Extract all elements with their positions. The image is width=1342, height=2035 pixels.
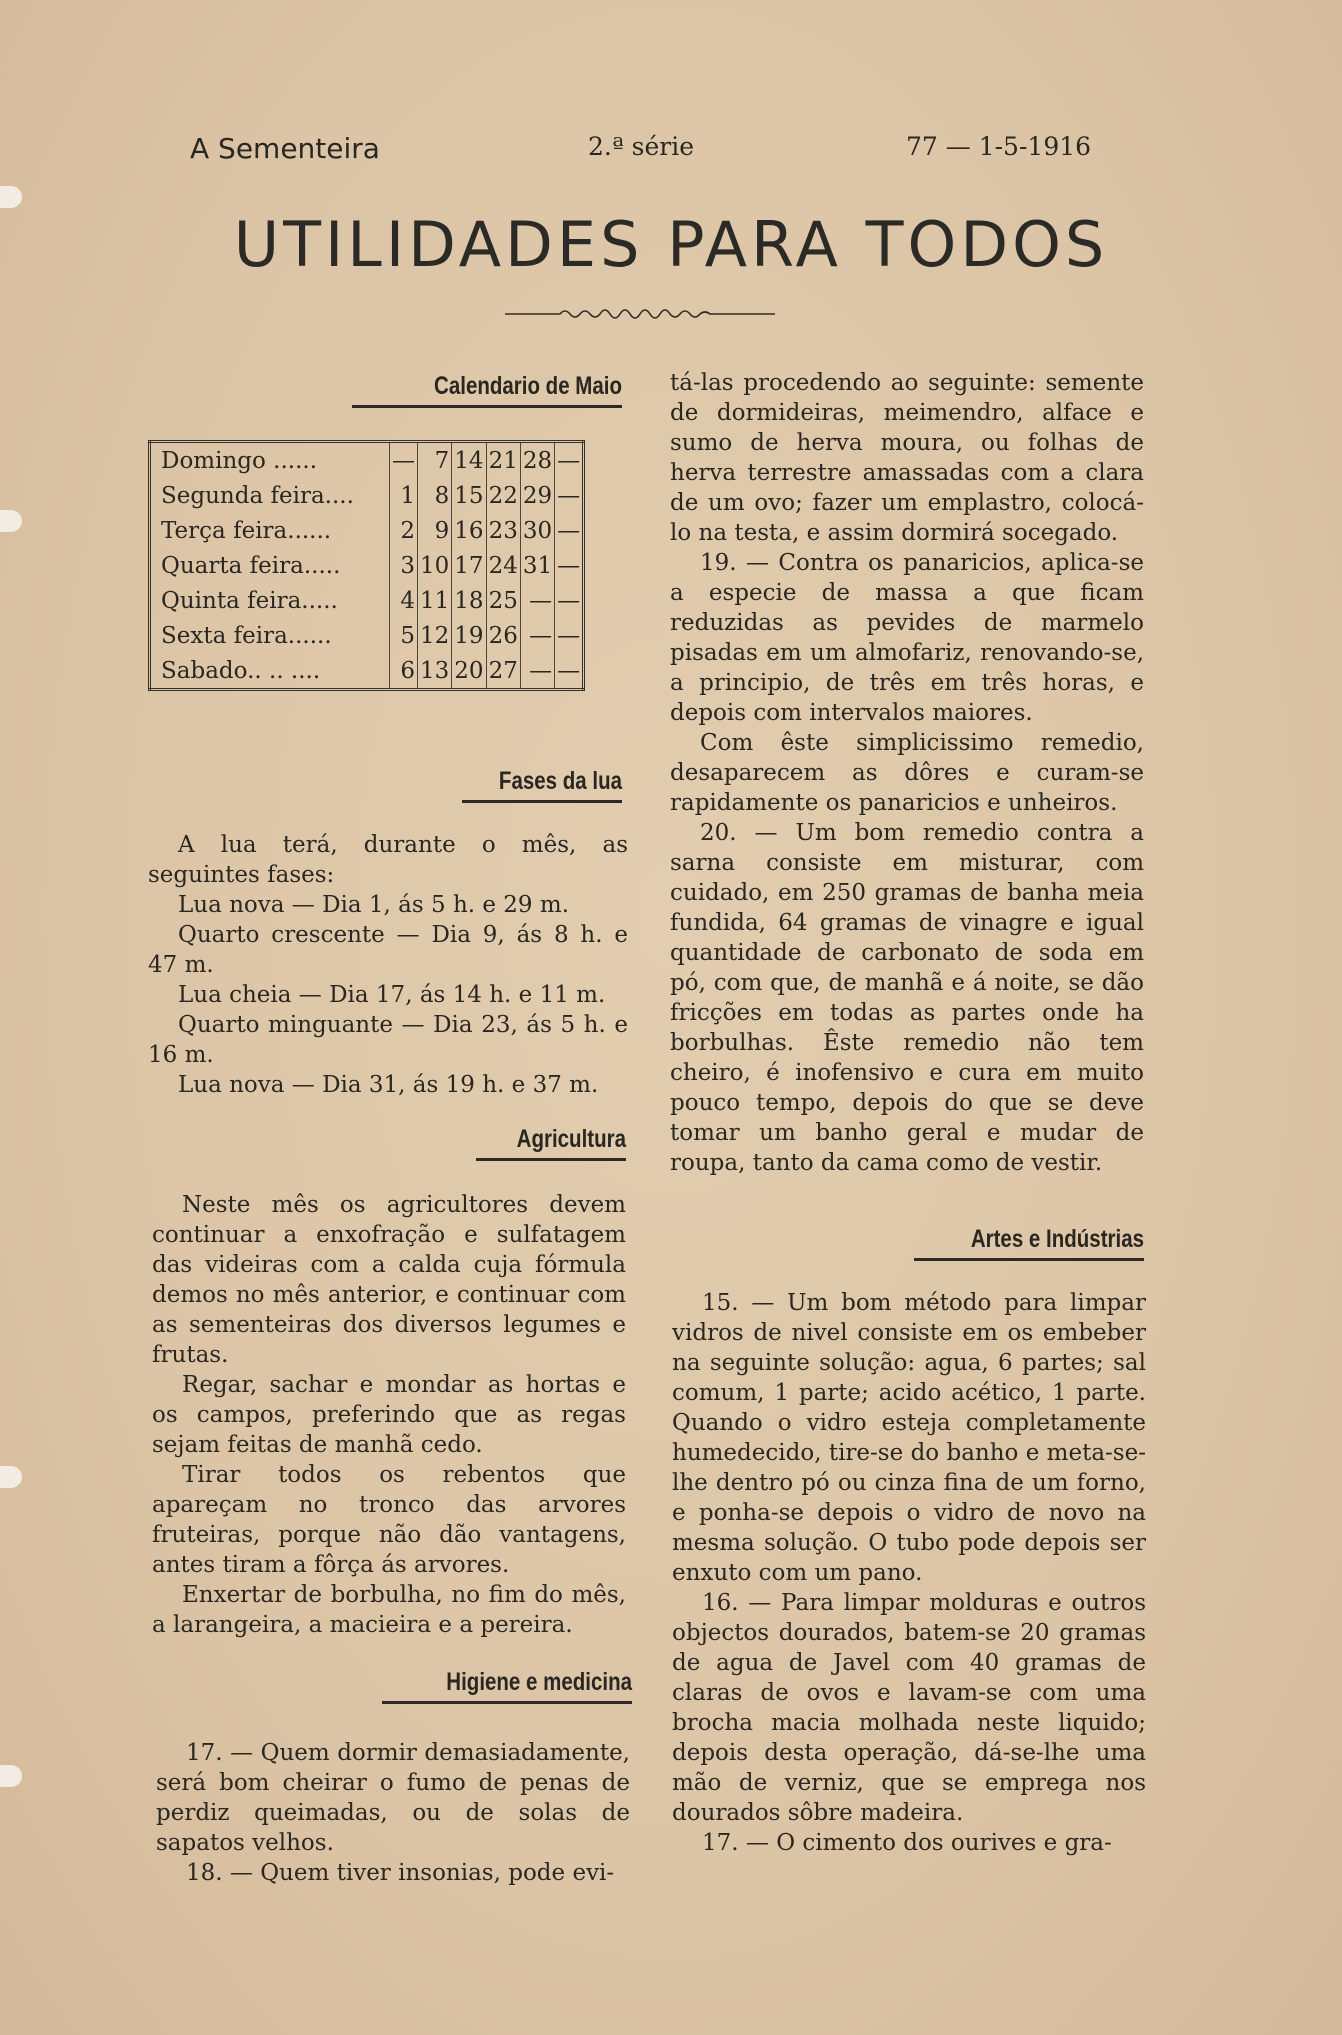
calendar-date-cell: 30 — [520, 513, 554, 548]
calendar-date-cell: — — [555, 548, 584, 583]
calendar-date-cell: 1 — [390, 478, 418, 513]
right-paragraph: 19. — Contra os panaricios, aplica-se a especie de massa a que ficam reduzidas as pevides de marmelo pisadas em um almofariz, renovando-se, a principio, de três em três horas, e depois com intervalos maiores. — [670, 550, 1144, 726]
arts-paragraph: 17. — O cimento dos ourives e gra- — [702, 1830, 1112, 1856]
calendar-table — [148, 440, 585, 691]
calendar-date-cell: 29 — [520, 478, 554, 513]
calendar-date-cell: 28 — [520, 442, 554, 479]
calendar-date-cell: 7 — [418, 442, 452, 479]
page-title: UTILIDADES PARA TODOS — [233, 208, 1109, 281]
right-paragraph: tá-las procedendo ao seguinte: semente de dormideiras, meimendro, alface e sumo de herva moura, ou folhas de herva terrestre amassadas com a clara de um ovo; fazer um emplastro, colocá-lo na testa, e assim dormirá socegado. — [670, 370, 1144, 546]
moon-phase-line: Lua nova — Dia 1, ás 5 h. e 29 m. — [178, 892, 569, 918]
calendar-date-cell: 22 — [486, 478, 520, 513]
calendar-date-cell: 26 — [486, 618, 520, 653]
calendar-date-cell: — — [520, 653, 554, 690]
punch-hole — [0, 1765, 22, 1787]
calendar-date-cell: — — [520, 618, 554, 653]
calendar-heading: Calendario de Maio — [434, 372, 622, 400]
calendar-day-name: Segunda feira.... — [150, 478, 390, 513]
heading-underline — [914, 1258, 1144, 1261]
arts-paragraph: 16. — Para limpar molduras e outros objectos dourados, batem-se 20 gramas de agua de Javel com 40 gramas de claras de ovos e lavam-se com uma brocha macia molhada neste liquido; depois desta operação, dá-se-lhe uma mão de verniz, que se emprega nos dourados sôbre madeira. — [672, 1590, 1146, 1826]
right-paragraph: Com êste simplicissimo remedio, desaparecem as dôres e curam-se rapidamente os panaricios e unheiros. — [670, 730, 1144, 816]
arts-section-heading — [880, 1225, 1144, 1261]
wavy-divider-ornament — [505, 302, 775, 324]
arts-text — [672, 1288, 1146, 1858]
moon-phases-block — [148, 830, 628, 1100]
heading-underline — [462, 800, 622, 803]
calendar-date-cell: 21 — [486, 442, 520, 479]
calendar-day-name: Terça feira...... — [150, 513, 390, 548]
calendar-date-cell: 11 — [418, 583, 452, 618]
calendar-row — [150, 442, 584, 479]
heading-underline — [476, 1158, 626, 1161]
calendar-date-cell: 14 — [452, 442, 486, 479]
calendar-date-cell: 25 — [486, 583, 520, 618]
agriculture-paragraph: Enxertar de borbulha, no fim do mês, a larangeira, a macieira e a pereira. — [152, 1582, 626, 1638]
agriculture-heading: Agricultura — [516, 1125, 626, 1153]
right-paragraph: 20. — Um bom remedio contra a sarna consiste em misturar, com cuidado, em 250 gramas de banha meia fundida, 64 gramas de vinagre e igual quantidade de carbonato de soda em pó, com que, de manhã e á noite, se dão fricções em todas as partes onde ha borbulhas. Êste remedio não tem cheiro, é inofensivo e cura em muito pouco tempo, depois do que se deve tomar um banho geral e mudar de roupa, tanto da cama como de vestir. — [670, 820, 1144, 1176]
agriculture-section-heading — [400, 1125, 626, 1161]
calendar-row — [150, 478, 584, 513]
calendar-date-cell: 19 — [452, 618, 486, 653]
calendar-date-cell: 5 — [390, 618, 418, 653]
moon-section-heading — [400, 767, 622, 803]
calendar-date-cell: 18 — [452, 583, 486, 618]
moon-phase-line: Quarto minguante — Dia 23, ás 5 h. e 16 m. — [148, 1012, 628, 1068]
calendar-date-cell: 15 — [452, 478, 486, 513]
agriculture-paragraph: Neste mês os agricultores devem continuar a enxofração e sulfatagem das videiras com a calda cuja fórmula demos no mês anterior, e continuar com as sementeiras dos diversos legumes e frutas. — [152, 1192, 626, 1368]
calendar-date-cell: 20 — [452, 653, 486, 690]
calendar-date-cell: — — [390, 442, 418, 479]
agriculture-paragraph: Tirar todos os rebentos que apareçam no tronco das arvores fruteiras, porque não dão vantagens, antes tiram a fôrça ás arvores. — [152, 1462, 626, 1578]
calendar-section-heading — [300, 372, 622, 408]
calendar-day-name: Domingo ...... — [150, 442, 390, 479]
hygiene-heading: Higiene e medicina — [446, 1668, 632, 1696]
calendar-day-name: Sexta feira...... — [150, 618, 390, 653]
punch-hole — [0, 1466, 22, 1488]
moon-phase-line: Lua nova — Dia 31, ás 19 h. e 37 m. — [178, 1072, 599, 1098]
agriculture-text — [152, 1190, 626, 1640]
hygiene-paragraph: 17. — Quem dormir demasiadamente, será bom cheirar o fumo de penas de perdiz queimadas, ou de solas de sapatos velhos. — [156, 1740, 630, 1856]
calendar-day-name: Quinta feira..... — [150, 583, 390, 618]
calendar-date-cell: — — [520, 583, 554, 618]
publication-name: A Sementeira — [190, 132, 380, 165]
hygiene-text — [156, 1738, 630, 1888]
calendar-date-cell: 16 — [452, 513, 486, 548]
calendar-date-cell: 4 — [390, 583, 418, 618]
calendar-day-name: Sabado.. .. .... — [150, 653, 390, 690]
calendar-day-name: Quarta feira..... — [150, 548, 390, 583]
calendar-date-cell: 3 — [390, 548, 418, 583]
calendar-date-cell: 12 — [418, 618, 452, 653]
calendar-date-cell: 24 — [486, 548, 520, 583]
calendar-date-cell: 2 — [390, 513, 418, 548]
calendar-date-cell: 31 — [520, 548, 554, 583]
punch-hole — [0, 186, 22, 208]
calendar-date-cell: 27 — [486, 653, 520, 690]
issue-date: 77 — 1-5-1916 — [906, 132, 1092, 161]
right-column-text — [670, 368, 1144, 1178]
calendar-row — [150, 548, 584, 583]
calendar-date-cell: 23 — [486, 513, 520, 548]
calendar-row — [150, 618, 584, 653]
punch-hole — [0, 510, 22, 532]
calendar-date-cell: — — [555, 513, 584, 548]
heading-underline — [382, 1701, 632, 1704]
calendar-date-cell: 10 — [418, 548, 452, 583]
calendar-date-cell: 9 — [418, 513, 452, 548]
moon-heading: Fases da lua — [498, 767, 622, 795]
arts-paragraph: 15. — Um bom método para limpar vidros de nivel consiste em os embeber na seguinte solução: agua, 6 partes; sal comum, 1 parte; acido acético, 1 parte. Quando o vidro esteja completamente humedecido, tire-se do banho e meta-se-lhe dentro pó ou cinza fina de um forno, e ponha-se depois o vidro de novo na mesma solução. O tubo pode depois ser enxuto com um pano. — [672, 1290, 1146, 1586]
hygiene-paragraph: 18. — Quem tiver insonias, pode evi- — [186, 1860, 615, 1886]
agriculture-paragraph: Regar, sachar e mondar as hortas e os campos, preferindo que as regas sejam feitas de manhã cedo. — [152, 1372, 626, 1458]
calendar-row — [150, 513, 584, 548]
calendar-date-cell: 17 — [452, 548, 486, 583]
moon-phase-line: Quarto crescente — Dia 9, ás 8 h. e 47 m. — [148, 922, 628, 978]
calendar-date-cell: 6 — [390, 653, 418, 690]
arts-heading: Artes e Indústrias — [970, 1225, 1144, 1253]
calendar-date-cell: — — [555, 653, 584, 690]
calendar-row — [150, 653, 584, 690]
calendar-date-cell: — — [555, 618, 584, 653]
calendar-date-cell: 8 — [418, 478, 452, 513]
series-label: 2.ª série — [588, 132, 695, 161]
calendar-date-cell: — — [555, 442, 584, 479]
moon-intro: A lua terá, durante o mês, as seguintes fases: — [148, 832, 628, 888]
calendar-row — [150, 583, 584, 618]
calendar-date-cell: — — [555, 478, 584, 513]
calendar-date-cell: — — [555, 583, 584, 618]
heading-underline — [352, 405, 622, 408]
moon-phase-line: Lua cheia — Dia 17, ás 14 h. e 11 m. — [178, 982, 606, 1008]
calendar-date-cell: 13 — [418, 653, 452, 690]
hygiene-section-heading — [360, 1668, 632, 1704]
